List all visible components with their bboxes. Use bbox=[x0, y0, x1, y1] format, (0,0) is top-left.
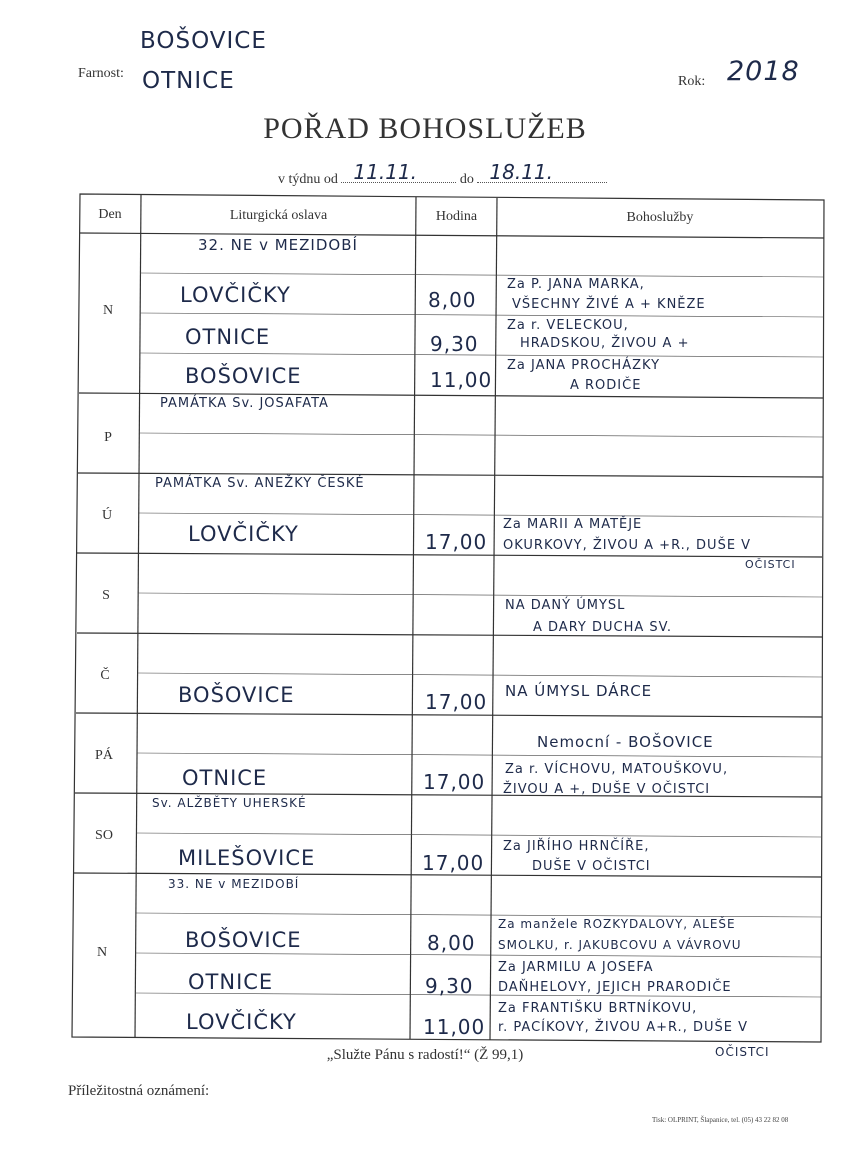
celebration-cell: OTNICE bbox=[185, 325, 271, 349]
celebration-cell: PAMÁTKA Sv. ANEŽKY ČESKÉ bbox=[155, 476, 365, 491]
service-cell: Nemocní - BOŠOVICE bbox=[537, 733, 714, 751]
service-cell: HRADSKOU, ŽIVOU A + bbox=[520, 336, 690, 351]
service-cell: VŠECHNY ŽIVÉ A + KNĚZE bbox=[512, 297, 706, 312]
printer-imprint: Tisk: OLPRINT, Šlapanice, tel. (05) 43 22 82 08 bbox=[652, 1116, 789, 1124]
hour-cell: 8,00 bbox=[428, 288, 477, 312]
service-cell: Za JARMILU A JOSEFA bbox=[498, 960, 654, 975]
week-from-value: 11.11. bbox=[353, 160, 418, 184]
hour-cell: 11,00 bbox=[423, 1015, 486, 1039]
service-cell: A RODIČE bbox=[570, 378, 642, 393]
service-cell: A DARY DUCHA SV. bbox=[533, 620, 672, 635]
parish-name: OTNICE bbox=[142, 68, 235, 94]
notes-label: Příležitostná oznámení: bbox=[68, 1083, 210, 1099]
service-cell: ŽIVOU A +, DUŠE V OČISTCI bbox=[503, 782, 711, 797]
footer-motto: „Služte Pánu s radostí!“ (Ž 99,1) bbox=[326, 1047, 524, 1063]
celebration-cell: LOVČIČKY bbox=[188, 522, 299, 546]
farnost-label: Farnost: bbox=[78, 66, 124, 81]
celebration-cell: LOVČIČKY bbox=[180, 283, 291, 307]
service-cell: OČISTCI bbox=[715, 1045, 770, 1059]
service-cell: r. PACÍKOVY, ŽIVOU A+R., DUŠE V bbox=[498, 1020, 748, 1035]
hour-cell: 9,30 bbox=[430, 332, 479, 356]
celebration-cell: OTNICE bbox=[188, 970, 274, 994]
day-label: Č bbox=[100, 668, 110, 683]
column-header-hour: Hodina bbox=[435, 209, 478, 224]
celebration-cell: 33. NE v MEZIDOBÍ bbox=[168, 877, 300, 891]
day-label: N bbox=[96, 945, 108, 960]
hour-cell: 17,00 bbox=[425, 530, 488, 554]
hour-cell: 17,00 bbox=[422, 851, 485, 875]
celebration-cell: LOVČIČKY bbox=[186, 1010, 297, 1034]
week-to-value: 18.11. bbox=[489, 160, 554, 184]
service-cell: Za FRANTIŠKU BRTNÍKOVU, bbox=[498, 1001, 698, 1016]
year-value: 2018 bbox=[727, 56, 800, 87]
service-cell: NA DANÝ ÚMYSL bbox=[505, 598, 626, 613]
celebration-cell: OTNICE bbox=[182, 766, 268, 790]
day-label: PÁ bbox=[95, 748, 113, 763]
hour-cell: 17,00 bbox=[423, 770, 486, 794]
week-from-label: v týdnu od bbox=[278, 172, 338, 187]
service-cell: DAŇHELOVY, JEJICH PRARODIČE bbox=[498, 980, 732, 995]
service-cell: Za manžele ROZKYDALOVY, ALEŠE bbox=[498, 917, 736, 931]
column-header-day: Den bbox=[98, 207, 122, 222]
day-label: S bbox=[102, 588, 110, 603]
celebration-cell: 32. NE v MEZIDOBÍ bbox=[198, 236, 358, 254]
celebration-cell: BOŠOVICE bbox=[185, 364, 302, 388]
hour-cell: 17,00 bbox=[425, 690, 488, 714]
page-title: POŘAD BOHOSLUŽEB bbox=[263, 112, 587, 145]
service-cell: SMOLKU, r. JAKUBCOVU A VÁVROVU bbox=[498, 938, 742, 952]
day-label: Ú bbox=[101, 508, 113, 523]
day-label: SO bbox=[95, 828, 113, 843]
column-header-celebration: Liturgická oslava bbox=[229, 208, 328, 223]
parish-secondary: BOŠOVICE bbox=[140, 28, 267, 54]
day-label: N bbox=[102, 303, 114, 318]
service-cell: Za MARII A MATĚJE bbox=[503, 517, 643, 532]
hour-cell: 8,00 bbox=[427, 931, 476, 955]
service-cell: OČISTCI bbox=[745, 558, 796, 571]
celebration-cell: MILEŠOVICE bbox=[178, 846, 316, 870]
day-label: P bbox=[104, 430, 112, 445]
service-cell: OKURKOVY, ŽIVOU A +R., DUŠE V bbox=[503, 538, 752, 553]
celebration-cell: BOŠOVICE bbox=[178, 683, 295, 707]
hour-cell: 9,30 bbox=[425, 974, 474, 998]
service-cell: NA ÚMYSL DÁRCE bbox=[505, 682, 653, 700]
week-to-label: do bbox=[459, 172, 474, 187]
celebration-cell: PAMÁTKA Sv. JOSAFATA bbox=[160, 396, 329, 411]
service-cell: Za JANA PROCHÁZKY bbox=[507, 358, 661, 373]
year-label: Rok: bbox=[678, 74, 706, 89]
celebration-cell: Sv. ALŽBĚTY UHERSKÉ bbox=[152, 796, 307, 810]
service-cell: Za r. VÍCHOVU, MATOUŠKOVU, bbox=[505, 762, 729, 777]
service-cell: Za r. VELECKOU, bbox=[507, 318, 629, 333]
celebration-cell: BOŠOVICE bbox=[185, 928, 302, 952]
service-cell: Za P. JANA MARKA, bbox=[507, 277, 645, 292]
hour-cell: 11,00 bbox=[430, 368, 493, 392]
service-cell: Za JIŘÍHO HRNČÍŘE, bbox=[503, 839, 650, 854]
service-cell: DUŠE V OČISTCI bbox=[532, 859, 651, 874]
column-header-services: Bohoslužby bbox=[626, 210, 694, 225]
